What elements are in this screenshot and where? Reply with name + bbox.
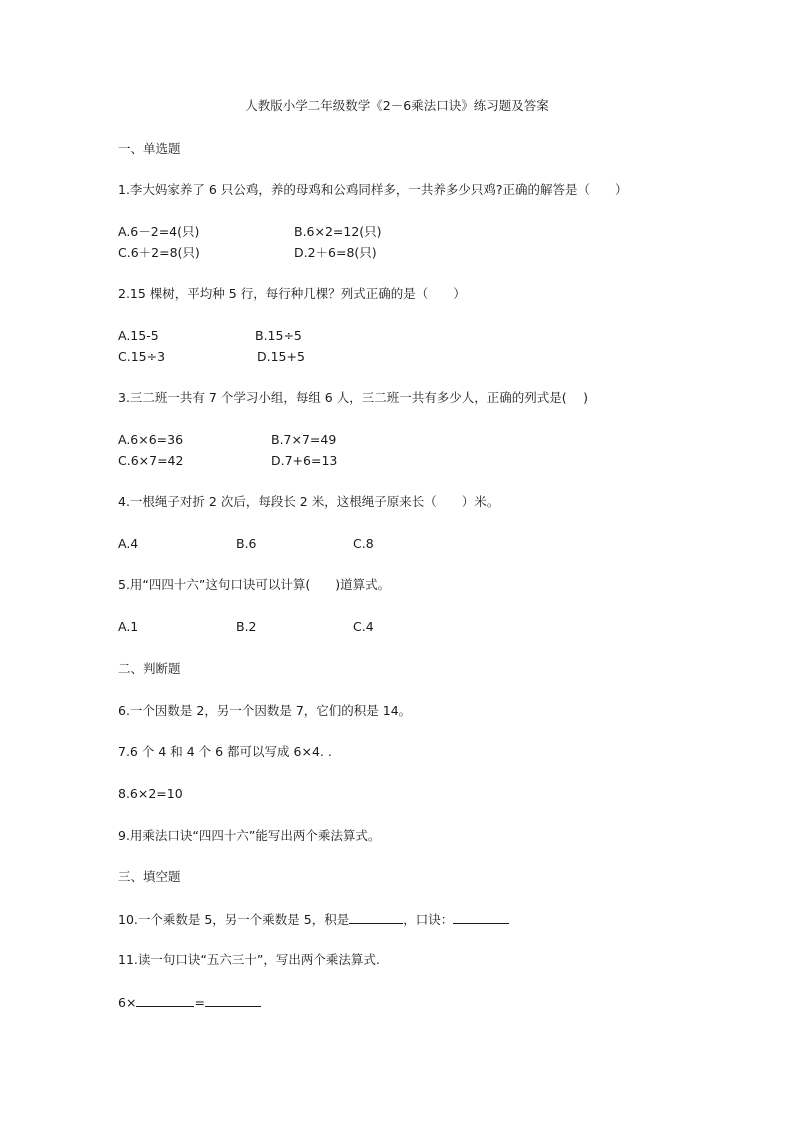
question-4-option-c: C.8 xyxy=(353,536,374,551)
section-heading-single-choice: 一、单选题 xyxy=(118,141,181,156)
question-3: 3.三二班一共有 7 个学习小组，每组 6 人，三二班一共有多少人，正确的列式是( ) xyxy=(118,390,588,405)
question-5-option-a: A.1 xyxy=(118,619,139,634)
question-3-option-b: B.7×7=49 xyxy=(271,432,337,447)
question-11-blank-result[interactable] xyxy=(205,993,261,1007)
question-11: 11.读一句口诀“五六三十”，写出两个乘法算式. xyxy=(118,952,380,967)
question-1-option-a: A.6－2=4(只) xyxy=(118,224,200,239)
question-3-option-a: A.6×6=36 xyxy=(118,432,184,447)
question-5-option-b: B.2 xyxy=(236,619,257,634)
question-8: 8.6×2=10 xyxy=(118,786,183,801)
question-5: 5.用“四四十六”这句口诀可以计算( )道算式。 xyxy=(118,577,391,592)
question-2-option-a: A.15-5 xyxy=(118,328,159,343)
question-10-blank-product[interactable] xyxy=(349,910,403,924)
question-5-option-c: C.4 xyxy=(353,619,374,634)
question-4: 4.一根绳子对折 2 次后，每段长 2 米，这根绳子原来长（ ）米。 xyxy=(118,494,500,509)
question-2-option-b: B.15÷5 xyxy=(255,328,302,343)
question-11-prefix: 6× xyxy=(118,995,137,1010)
page-title: 人教版小学二年级数学《2－6乘法口诀》练习题及答案 xyxy=(245,98,549,113)
question-9: 9.用乘法口诀“四四十六”能写出两个乘法算式。 xyxy=(118,828,381,843)
question-11-equals: = xyxy=(194,995,205,1010)
question-1-option-b: B.6×2=12(只) xyxy=(294,224,382,239)
question-2: 2.15 棵树，平均种 5 行，每行种几棵？列式正确的是（ ） xyxy=(118,286,466,301)
section-heading-true-false: 二、判断题 xyxy=(118,661,181,676)
question-6: 6.一个因数是 2，另一个因数是 7，它们的积是 14。 xyxy=(118,703,412,718)
question-10-blank-rhyme[interactable] xyxy=(453,910,509,924)
question-1-option-d: D.2＋6=8(只) xyxy=(294,245,377,260)
question-7: 7.6 个 4 和 4 个 6 都可以写成 6×4. . xyxy=(118,744,332,759)
question-10 xyxy=(118,910,509,929)
question-11-blank-factor[interactable] xyxy=(136,993,194,1007)
question-3-option-d: D.7+6=13 xyxy=(271,453,338,468)
question-10-text-2: ，口诀： xyxy=(403,912,454,927)
question-2-option-c: C.15÷3 xyxy=(118,349,166,364)
question-4-option-a: A.4 xyxy=(118,536,139,551)
question-10-text-1: 10.一个乘数是 5，另一个乘数是 5，积是 xyxy=(118,912,350,927)
question-1-option-c: C.6＋2=8(只) xyxy=(118,245,200,260)
section-heading-fill-blank: 三、填空题 xyxy=(118,869,181,884)
question-11-answer-line xyxy=(118,993,261,1012)
question-2-option-d: D.15+5 xyxy=(257,349,305,364)
question-3-option-c: C.6×7=42 xyxy=(118,453,184,468)
question-4-option-b: B.6 xyxy=(236,536,257,551)
question-1: 1.李大妈家养了 6 只公鸡，养的母鸡和公鸡同样多，一共养多少只鸡?正确的解答是（ ） xyxy=(118,182,628,197)
